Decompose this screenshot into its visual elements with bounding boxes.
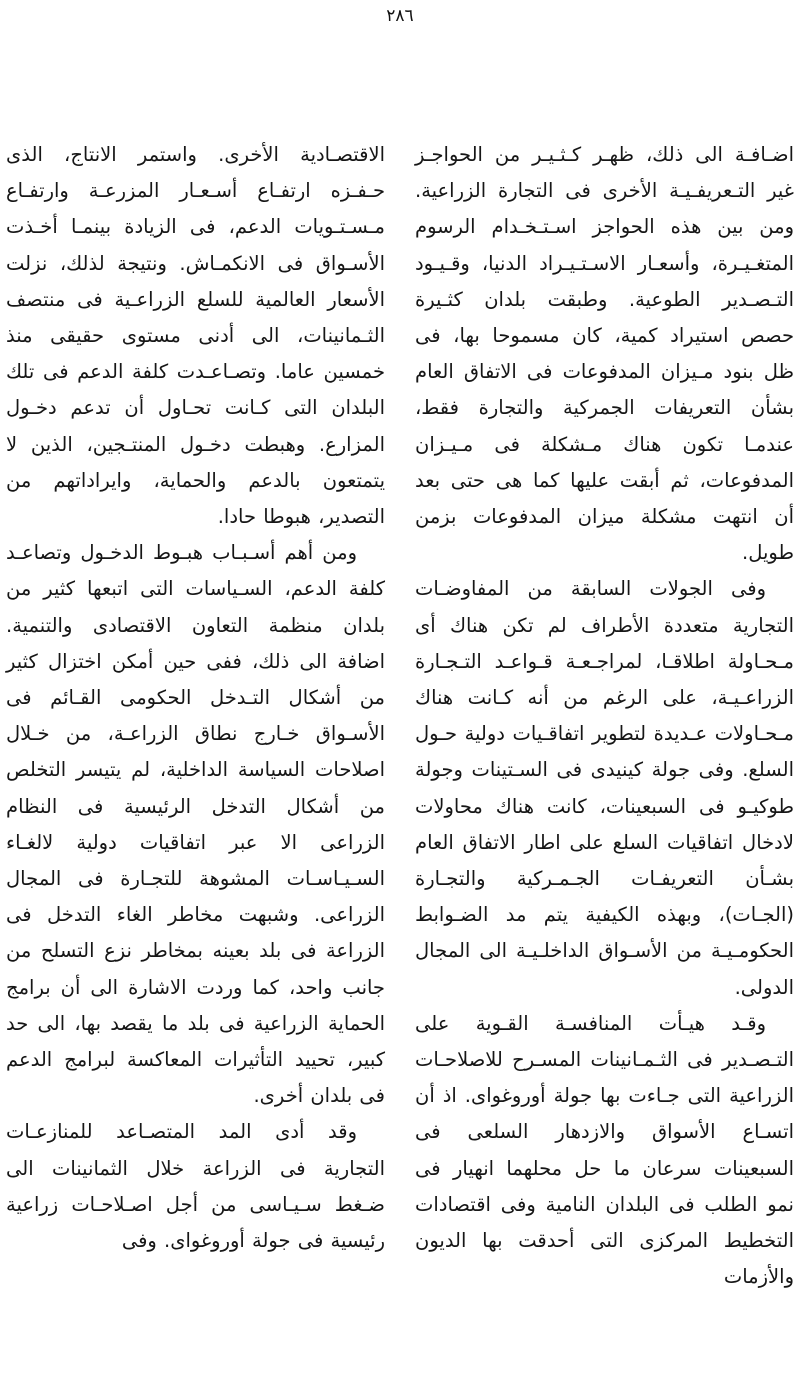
paragraph: وقـد هيـأت المنافسـة القـوية على التـصـدير فى الثـمـانينات المسـرح للاصلاحـات الزراعية التى جـاءت بها جولة أوروغواى. اذ أن اتسـاع الأسواق والازدهار السلعى فى السبعينات سرعان ما حل محلهما انهيار فى نمو الطلب فى البلدان النامية وفى اقتصادات التخطيط المركزى التى أحدقت بها الديون والأزمات: [415, 1011, 794, 1289]
column-left: [6, 137, 385, 1296]
page-header: [0, 0, 800, 26]
column-right: [415, 137, 794, 1296]
text-columns: [0, 137, 800, 1296]
paragraph: اضـافـة الى ذلك، ظهـر كـثـيـر من الحواجـز غير التـعريفـيـة الأخرى فى التجارة الزراعية. ومن بين هذه الحواجز اسـتـخـدام الرسوم المتغـيـرة، وأسعـار الاسـتـيـراد الدنيا، وقـيـود التـصـدير الطوعية. وطبقت بلدان كثـيرة حصص استيراد كمية، كان مسموحا بها، فى ظل بنود مـيزان المدفوعات فى الاتفاق العام بشأن التعريفات الجمركية والتجارة فقط، عندمـا تكون هناك مـشكلة فى مـيـزان المدفوعات، ثم أبقت عليها كما هى حتى بعد أن انتهت مشكلة ميزان المدفوعات بزمن طويل.: [415, 143, 794, 565]
paragraph: ومن أهم أسـبـاب هبـوط الدخـول وتصاعـد كلفة الدعم، السـياسات التى اتبعها كثير من بلدان منظمة التعاون الاقتصادى والتنمية. اضافة الى ذلك، ففى حين أمكن اختزال كثير من أشكال التـدخل الحكومى القـائم فى الأسـواق خـارج نطاق الزراعـة، من خـلال اصلاحات السياسة الداخلية، لم يتيسر التخلص من أشكال التدخل الرئيسية فى النظام الزراعى الا عبر اتفاقيات دولية لالغـاء السـيـاسـات المشوهة للتجـارة فى المجال الزراعى. وشبهت مخاطر الغاء التدخل فى الزراعة فى بلد بعينه بمخاطر نزع التسلح من جانب واحد، كما وردت الاشارة الى أن برامج الحماية الزراعية فى بلد ما يقصد بها، الى حد كبير، تحييد التأثيرات المعاكسة لبرامج الدعم فى بلدان أخرى.: [6, 541, 385, 1108]
page-number: ٢٨٦: [386, 6, 414, 26]
paragraph: الاقتصـادية الأخرى. واستمر الانتاج، الذى حـفـزه ارتفـاع أسـعـار المزرعـة وارتفـاع مـسـتـويات الدعم، فى الزيادة بينمـا أخـذت الأسـواق فى الانكمـاش. ونتيجة لذلك، نزلت الأسعار العالمية للسلع الزراعـية فى منتصف الثـمانينات، الى أدنى مستوى حقيقى منذ خمسين عاما. وتصـاعـدت كلفة الدعم فى تلك البلدان التى كـانت تحـاول أن تدعم دخـول المزارع. وهبطت دخـول المنتـجين، الذين لا يتمتعون بالدعم والحماية، وايراداتهم من التصدير، هبوطا حادا.: [6, 143, 385, 529]
paragraph: وقد أدى المد المتصـاعد للمنازعـات التجارية فى الزراعة خلال الثمانينات الى ضـغط سـيـاسى من أجل اصـلاحـات زراعية رئيسية فى جولة أوروغواى. وفى: [6, 1120, 385, 1253]
paragraph: وفى الجولات السابقة من المفاوضـات التجارية متعددة الأطراف لم تكن هناك أى مـحـاولة اطلاقـا، لمراجـعـة قـواعـد التـجـارة الزراعـيـة، على الرغم من أنه كـانت هناك مـحـاولات عـديدة لتطوير اتفاقـيات دولية حـول السلع. وفى جولة كينيدى فى السـتينات وجولة طوكيـو فى السبعينات، كانت هناك محاولات لادخال اتفاقيات السلع على اطار الاتفاق العام بشـأن التعريفـات الجـمـركية والتجـارة (الجـات)، وبهذه الكيفية يتم مد الضـوابط الحكومـيـة من الأسـواق الداخلـيـة الى المجال الدولى.: [415, 577, 794, 999]
